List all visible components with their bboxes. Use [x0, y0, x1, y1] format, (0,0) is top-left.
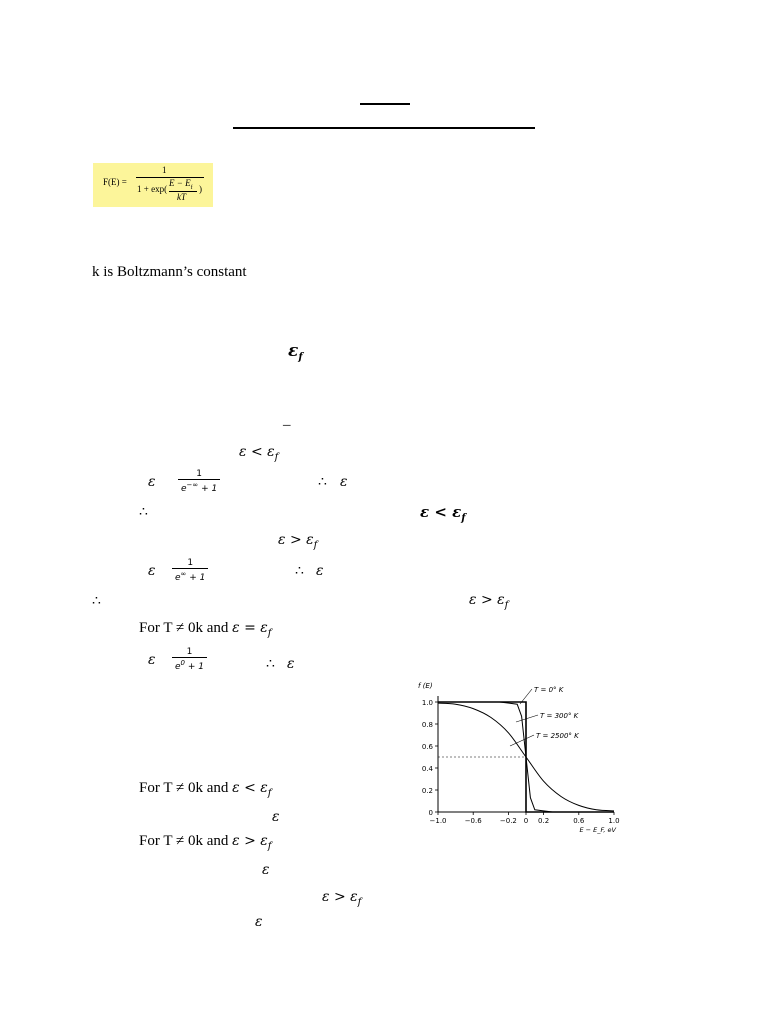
fermi-dirac-chart: [412, 676, 622, 836]
series-label-0: T = 0° K: [534, 686, 564, 694]
x-tick-label: 1.0: [608, 817, 620, 825]
case1-epsilon: ε: [148, 474, 156, 490]
y-tick-label: 0.6: [421, 743, 433, 751]
case5-epsilon-2: ε: [255, 914, 263, 930]
boltzmann-note: k is Boltzmann’s constant: [92, 264, 247, 280]
case1-therefore: ∴: [318, 474, 327, 490]
case1-fraction: $\frac{1}{e^{-\infty} + 1}$: [178, 469, 220, 494]
case1-condition: $\varepsilon < \varepsilon_f$: [239, 444, 279, 463]
case3-fraction: $\frac{1}{e^0 + 1}$: [172, 647, 207, 672]
x-tick-label: 0.6: [573, 817, 585, 825]
case3-therefore-epsilon: ε: [287, 656, 295, 672]
y-axis-title: f (E): [418, 682, 433, 690]
case1-conclusion-therefore: ∴: [139, 504, 148, 520]
series-label-2: T = 2500° K: [536, 732, 579, 740]
formula-denominator-prefix: 1 + exp(: [137, 184, 168, 194]
case5-condition-2: $\varepsilon > \varepsilon_f$: [322, 889, 362, 908]
case1-conclusion-condition: $\varepsilon < \varepsilon_f$: [420, 503, 466, 524]
y-tick-label: 1.0: [421, 699, 433, 707]
fermi-energy-symbol: $\varepsilon_f$: [288, 341, 303, 363]
case2-conclusion-therefore: ∴: [92, 593, 101, 609]
formula-inner-denominator: kT: [177, 192, 186, 202]
dash-mark: –: [283, 417, 291, 433]
case2-therefore-epsilon: ε: [316, 563, 324, 579]
case3-therefore: ∴: [266, 656, 275, 672]
formula-lhs: F(E) =: [103, 177, 127, 187]
x-tick-label: −0.2: [499, 817, 517, 825]
x-tick-label: −0.6: [464, 817, 482, 825]
series-label-1: T = 300° K: [540, 712, 579, 720]
y-tick-label: 0.4: [421, 765, 433, 773]
fermi-dirac-chart-svg: [412, 676, 622, 836]
formula-inner-numerator: $E - E_f$: [169, 178, 193, 191]
formula-close-paren: ): [199, 184, 202, 194]
case2-condition: $\varepsilon > \varepsilon_f$: [278, 532, 318, 551]
case4-heading: For T ≠ 0k and $\varepsilon < \varepsilon_f$: [139, 780, 272, 799]
formula-numerator: 1: [162, 165, 167, 175]
case3-epsilon: ε: [148, 652, 156, 668]
case4-epsilon: ε: [272, 809, 280, 825]
heading-short-underline: [360, 103, 410, 105]
case5-epsilon: ε: [262, 862, 270, 878]
case1-therefore-epsilon: ε: [340, 474, 348, 490]
x-tick-label: 0.2: [538, 817, 550, 825]
case2-therefore: ∴: [295, 563, 304, 579]
fermi-dirac-formula: [93, 163, 213, 207]
y-tick-label: 0.2: [421, 787, 433, 795]
case2-epsilon: ε: [148, 563, 156, 579]
case3-heading: For T ≠ 0k and $\varepsilon = \varepsilon_f$: [139, 620, 272, 639]
x-tick-label: −1.0: [429, 817, 447, 825]
series-leader-2: [510, 735, 534, 746]
x-axis-title: E − E_F, eV: [579, 826, 616, 834]
y-tick-label: 0: [428, 809, 433, 817]
y-tick-label: 0.8: [421, 721, 433, 729]
heading-long-underline: [233, 127, 535, 129]
case5-heading: For T ≠ 0k and $\varepsilon > \varepsilon_f$: [139, 833, 272, 852]
series-leader-1: [516, 715, 538, 722]
x-tick-label: 0: [523, 817, 529, 825]
case2-fraction: $\frac{1}{e^\infty + 1}$: [172, 558, 208, 583]
case2-conclusion-condition: $\varepsilon > \varepsilon_f$: [469, 592, 509, 611]
